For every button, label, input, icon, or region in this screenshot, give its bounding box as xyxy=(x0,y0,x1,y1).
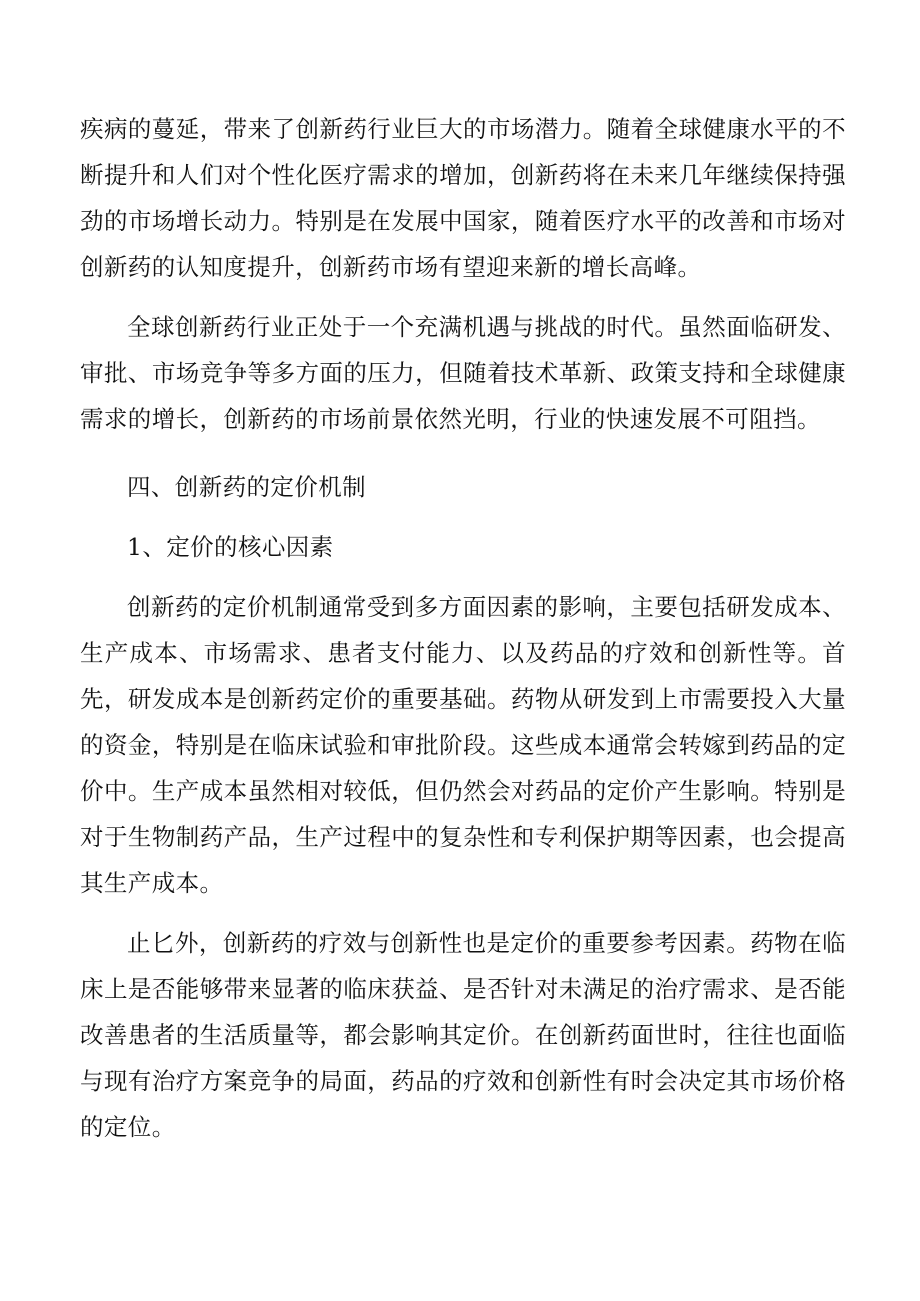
paragraph-efficacy-innovation: 止匕外，创新药的疗效与创新性也是定价的重要参考因素。药物在临床上是否能够带来显著的临床获益、是否针对未满足的治疗需求、是否能改善患者的生活质量等，都会影响其定价。在创新药面世时，往往也面临与现有治疗方案竞争的局面，药品的疗效和创新性有时会决定其市场价格的定位。 xyxy=(80,929,846,1141)
paragraph-gap xyxy=(80,510,846,524)
paragraph-market-potential: 疾病的蔓延，带来了创新药行业巨大的市场潜力。随着全球健康水平的不断提升和人们对个性化医疗需求的增加，创新药将在未来几年继续保持强劲的市场增长动力。特别是在发展中国家，随着医疗水平的改善和市场对创新药的认知度提升，创新药市场有望迎来新的增长高峰。 xyxy=(80,115,846,281)
document-page xyxy=(80,106,846,1150)
paragraph-gap xyxy=(80,570,846,584)
paragraph-gap xyxy=(80,442,846,464)
subsection-heading: 1、定价的核心因素 xyxy=(127,533,334,561)
section-heading: 四、创新药的定价机制 xyxy=(127,473,366,501)
paragraph-pricing-factors: 创新药的定价机制通常受到多方面因素的影响，主要包括研发成本、生产成本、市场需求、患者支付能力、以及药品的疗效和创新性等。首先，研发成本是创新药定价的重要基础。药物从研发到上市需要投入大量的资金，特别是在临床试验和审批阶段。这些成本通常会转嫁到药品的定价中。生产成本虽然相对较低，但仍然会对药品的定价产生影响。特别是对于生物制药产品，生产过程中的复杂性和专利保护期等因素，也会提高其生产成本。 xyxy=(80,593,846,897)
paragraph-gap xyxy=(80,290,846,304)
paragraph-industry-outlook: 全球创新药行业正处于一个充满机遇与挑战的时代。虽然面临研发、审批、市场竞争等多方面的压力，但随着技术革新、政策支持和全球健康需求的增长，创新药的市场前景依然光明，行业的快速发展不可阻挡。 xyxy=(80,313,846,433)
paragraph-gap xyxy=(80,906,846,920)
